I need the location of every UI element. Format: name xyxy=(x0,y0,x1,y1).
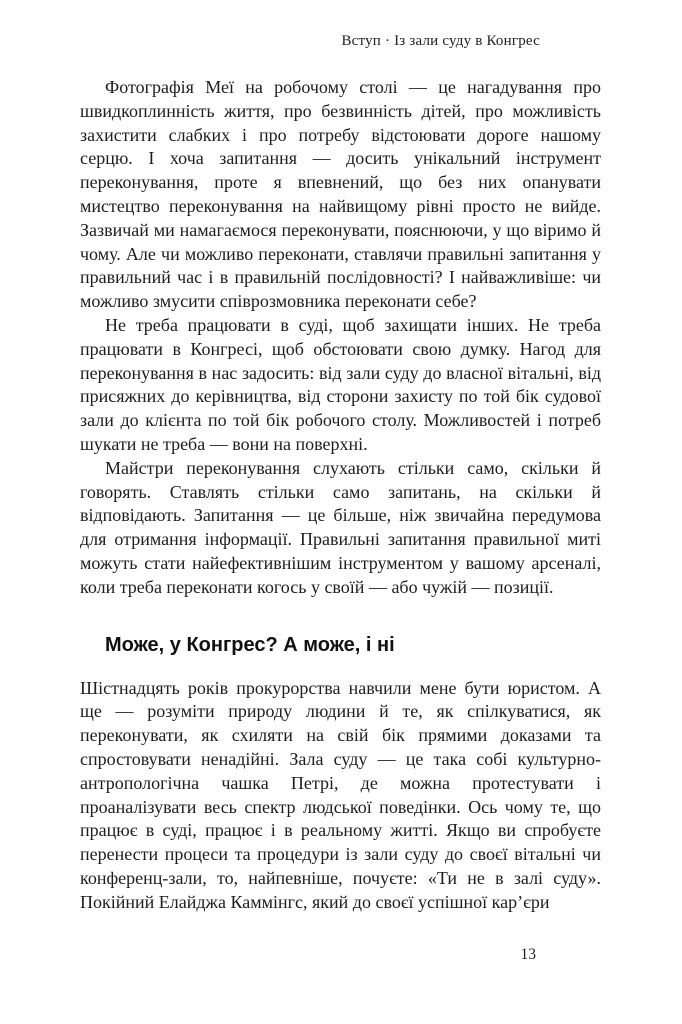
text-block xyxy=(80,76,601,915)
paragraph-intro-3: Майстри переконування слухають стільки само, скільки й говорять. Ставлять стільки само запитань, на скільки й відповідають. Запитання — це більше, ніж звичайна передумова для отримання інформації. Правильні запитання правильної миті можуть стати найефективнішим інструментом у вашому арсеналі, коли треба переконати когось у своїй — або чужій — позиції. xyxy=(80,457,601,597)
running-header: Вступ · Із зали суду в Конгрес xyxy=(341,33,540,49)
paragraph-section-1: Шістнадцять років прокурорства навчили мене бути юристом. А ще — розуміти природу людини й те, як спілкуватися, як переконувати, як схиляти на свій бік прямими доказами та спростовувати ненадійні. Зала суду — це така собі культурно-антропологічна чашка Петрі, де можна протестувати і проаналізувати весь спектр людської поведінки. Ось чому те, що працює в суді, працює і в реальному житті. Якщо ви спробуєте перенести процеси та процедури із зали суду до своєї вітальні чи конференц-зали, то, найпевніше, почуєте: «Ти не в залі суду». Покійний Елайджа Каммінгс, який до своєї успішної кар’єри xyxy=(80,677,601,912)
paragraph-intro-2: Не треба працювати в суді, щоб захищати інших. Не треба працювати в Конгресі, щоб обстоювати свою думку. Нагод для переконування в нас задосить: від зали суду до власної вітальні, від присяжних до керівництва, від сторони захисту по той бік судової зали до клієнта по той бік робочого столу. Можливостей і потреб шукати не треба — вони на поверхні. xyxy=(80,314,601,454)
paragraph-intro-1: Фотографія Меї на робочому столі — це нагадування про швидкоплинність життя, про безвинність дітей, про можливість захистити слабких і про потребу відстоювати дороге нашому серцю. І хоча запитання — досить унікальний інструмент переконування, проте я впевнений, що без них опанувати мистецтво переконування на найвищому рівні просто не вийде. Зазвичай ми намагаємося переконувати, пояснюючи, у що віримо й чому. Але чи можливо переконати, ставлячи правильні запитання у правильний час і в правильній послідовності? І найважливіше: чи можливо змусити співрозмовника переконати себе? xyxy=(80,77,601,312)
page-number: 13 xyxy=(520,946,536,963)
section-heading: Може, у Конгрес? А може, і ні xyxy=(105,633,395,656)
